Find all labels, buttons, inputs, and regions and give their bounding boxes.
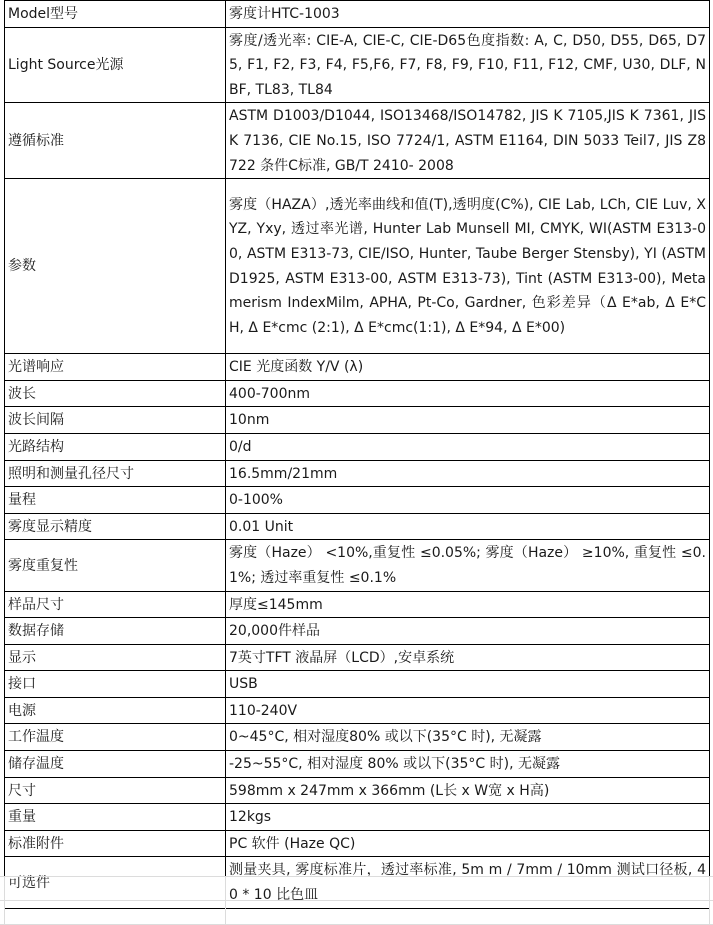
row-value: 20,000件样品 [226, 618, 710, 645]
row-label: Light Source光源 [5, 27, 226, 103]
row-label: 标准附件 [5, 830, 226, 857]
row-value: 0-100% [226, 487, 710, 514]
row-label: 重量 [5, 804, 226, 831]
row-label: 量程 [5, 487, 226, 514]
row-label: Model型号 [5, 1, 226, 28]
table-row [5, 644, 710, 671]
table-row [5, 354, 710, 381]
row-label: 光谱响应 [5, 354, 226, 381]
row-value: ASTM D1003/D1044, ISO13468/ISO14782, JIS K 7105,JIS K 7361, JIS K 7136, CIE No.15, ISO 7724/1, ASTM E1164, DIN 5033 Teil7, JIS Z8722 条件C标准, GB/T 2410- 2008 [226, 103, 710, 179]
row-label: 遵循标准 [5, 103, 226, 179]
row-value: 测量夹具, 雾度标准片，透过率标准, 5m m / 7mm / 10mm 测试口径板, 40 * 10 比色皿 [226, 857, 710, 908]
table-row [5, 751, 710, 778]
row-label: 储存温度 [5, 751, 226, 778]
row-label: 波长 [5, 380, 226, 407]
table-row [5, 433, 710, 460]
row-value: 598mm x 247mm x 366mm (L长 x W宽 x H高) [226, 777, 710, 804]
row-value: 16.5mm/21mm [226, 460, 710, 487]
row-value: 12kgs [226, 804, 710, 831]
table-row [5, 513, 710, 540]
table-row [5, 27, 710, 103]
row-value: 厚度≤145mm [226, 591, 710, 618]
row-label: 接口 [5, 671, 226, 698]
table-row [5, 103, 710, 179]
table-row [5, 407, 710, 434]
row-label: 数据存储 [5, 618, 226, 645]
row-value: 0/d [226, 433, 710, 460]
table-row [5, 591, 710, 618]
table-row [5, 380, 710, 407]
table-row [5, 487, 710, 514]
table-row [5, 1, 710, 28]
row-label: 尺寸 [5, 777, 226, 804]
row-value: 雾度（HAZA）,透光率曲线和值(T),透明度(C%), CIE Lab, LCh, CIE Luv, XYZ, Yxy, 透过率光谱, Hunter Lab Munsell MI, CMYK, WI(ASTM E313-00, ASTM E313-73, CIE/ISO, Hunter, Taube Berger Stensby), YI (ASTM D1925, ASTM E313-00, ASTM E313-73), Tint (ASTM E313-00), Metamerism IndexMilm, APHA, Pt-Co, Gardner, 色彩差异（Δ E*ab, Δ E*CH, Δ E*cmc (2:1), Δ E*cmc(1:1), Δ E*94, Δ E*00) [226, 179, 710, 354]
row-label: 照明和测量孔径尺寸 [5, 460, 226, 487]
table-row [5, 460, 710, 487]
row-label: 波长间隔 [5, 407, 226, 434]
row-value: 10nm [226, 407, 710, 434]
table-row [5, 618, 710, 645]
row-value: 雾度计HTC-1003 [226, 1, 710, 28]
table-row [5, 671, 710, 698]
row-value: 0~45°C, 相对湿度80% 或以下(35°C 时), 无凝露 [226, 724, 710, 751]
empty-grid-column-line [4, 876, 5, 925]
row-label: 电源 [5, 697, 226, 724]
row-value: 400-700nm [226, 380, 710, 407]
row-label: 参数 [5, 179, 226, 354]
table-row [5, 540, 710, 591]
table-row [5, 830, 710, 857]
row-value: USB [226, 671, 710, 698]
empty-grid-line [0, 876, 713, 877]
table-row [5, 697, 710, 724]
row-label: 可选件 [5, 857, 226, 908]
spec-table-body [5, 1, 710, 909]
row-label: 雾度显示精度 [5, 513, 226, 540]
row-value: 110-240V [226, 697, 710, 724]
row-label: 工作温度 [5, 724, 226, 751]
row-value: 雾度/透光率: CIE-A, CIE-C, CIE-D65色度指数: A, C, D50, D55, D65, D75, F1, F2, F3, F4, F5,F6, F7, F8, F9, F10, F11, F12, CMF, U30, DLF, NBF, TL83, TL84 [226, 27, 710, 103]
table-row [5, 777, 710, 804]
row-value: 雾度（Haze） <10%,重复性 ≤0.05%; 雾度（Haze） ≥10%, 重复性 ≤0.1%; 透过率重复性 ≤0.1% [226, 540, 710, 591]
table-row [5, 724, 710, 751]
row-label: 雾度重复性 [5, 540, 226, 591]
row-value: PC 软件 (Haze QC) [226, 830, 710, 857]
table-row [5, 179, 710, 354]
empty-grid-line [0, 900, 713, 901]
row-value: 0.01 Unit [226, 513, 710, 540]
spec-table [4, 0, 710, 909]
empty-grid-column-line [709, 876, 710, 925]
spreadsheet [4, 0, 709, 909]
row-label: 样品尺寸 [5, 591, 226, 618]
row-value: CIE 光度函数 Y/V (λ) [226, 354, 710, 381]
row-value: -25~55°C, 相对湿度 80% 或以下(35°C 时), 无凝露 [226, 751, 710, 778]
row-value: 7英寸TFT 液晶屏（LCD）,安卓系统 [226, 644, 710, 671]
row-label: 显示 [5, 644, 226, 671]
row-label: 光路结构 [5, 433, 226, 460]
empty-grid-column-line [225, 876, 226, 925]
table-row [5, 804, 710, 831]
